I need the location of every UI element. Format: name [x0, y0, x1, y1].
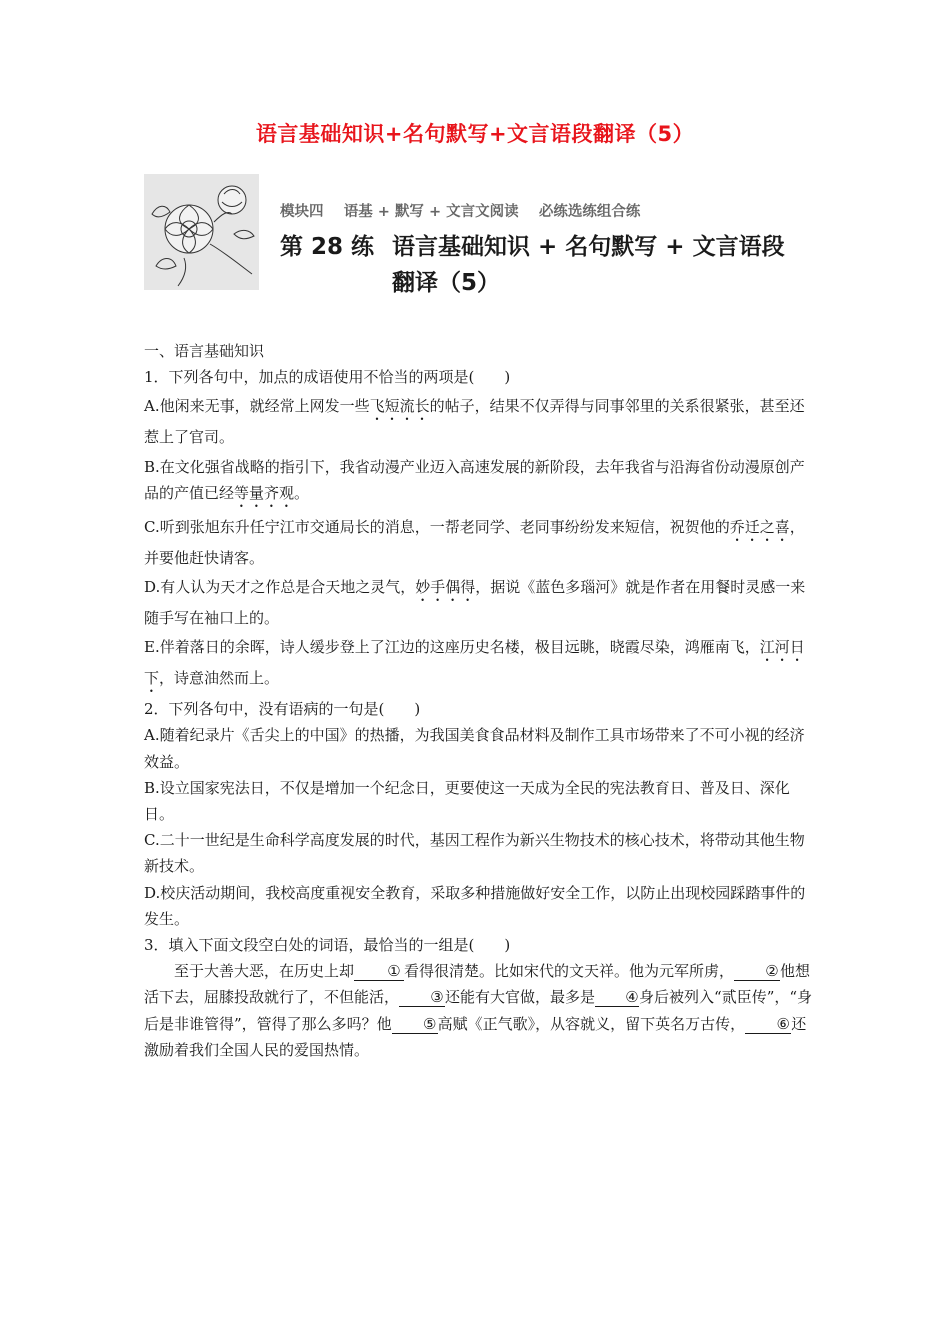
dotted-idiom: 等量齐观 — [234, 483, 295, 502]
dotted-idiom: 妙手偶得 — [415, 578, 476, 597]
peony-flower-drawing-icon — [144, 174, 259, 290]
question-2-stem: 2．下列各句中，没有语病的一句是( ) — [144, 700, 421, 719]
question-3-stem: 3．填入下面文段空白处的词语，最恰当的一组是( ) — [144, 936, 511, 955]
peony-illustration — [144, 174, 259, 290]
lesson-title-line1: 语言基础知识 + 名句默写 + 文言语段 — [392, 234, 785, 260]
q1-option-c: C.听到张旭东升任宁江市交通局长的消息，一帮老同学、老同事纷纷发来短信，祝贺他的乔迁之喜，并要他赶快请客。 — [144, 517, 805, 567]
q2-option-a: A.随着纪录片《舌尖上的中国》的热播，为我国美食食品材料及制作工具市场带来了不可小视的经济效益。 — [144, 726, 805, 771]
q2-option-d: D.校庆活动期间，我校高度重视安全教育，采取多种措施做好安全工作，以防止出现校园踩踏事件的发生。 — [144, 883, 806, 928]
q1-option-e: E.伴着落日的余晖，诗人缓步登上了江边的这座历史名楼，极目远眺，晓霞尽染，鸿雁南飞，江河日下，诗意油然而上。 — [144, 638, 805, 688]
blank-2: ② — [734, 962, 780, 981]
blank-5: ⑤ — [392, 1015, 438, 1034]
lesson-title-line2: 翻译（5） — [392, 270, 501, 296]
q2-option-c: C.二十一世纪是生命科学高度发展的时代，基因工程作为新兴生物技术的核心技术，将带动其他生物新技术。 — [144, 831, 805, 876]
dotted-idiom: 飞短流长 — [369, 397, 430, 416]
blank-6: ⑥ — [745, 1015, 791, 1034]
question-1-stem: 1．下列各句中，加点的成语使用不恰当的两项是( ) — [144, 368, 511, 387]
q1-option-b: B.在文化强省战略的指引下，我省动漫产业迈入高速发展的新阶段，去年我省与沿海省份动漫原创产品的产值已经等量齐观。 — [144, 457, 805, 502]
section-heading: 一、语言基础知识 — [144, 342, 265, 360]
q2-option-b: B.设立国家宪法日，不仅是增加一个纪念日，更要使这一天成为全民的宪法教育日、普及日、深化日。 — [144, 778, 790, 824]
blank-4: ④ — [595, 988, 639, 1007]
page-title: 语言基础知识+名句默写+文言语段翻译（5） — [255, 122, 695, 146]
blank-1: ① — [354, 962, 404, 981]
lesson-title — [280, 229, 800, 301]
q1-option-d: D.有人认为天才之作总是合天地之灵气，妙手偶得，据说《蓝色多瑙河》就是作者在用餐时灵感一来随手写在袖口上的。 — [144, 578, 806, 628]
blank-3: ③ — [399, 988, 445, 1007]
dotted-idiom: 乔迁之喜 — [729, 517, 790, 536]
lesson-number: 第 28 练 — [280, 234, 375, 260]
exercise-content — [144, 338, 819, 1063]
q3-passage: 至于大善大恶，在历史上却 ① 看得很清楚。比如宋代的文天祥。他为元军所虏， ②他想活下去，屈膝投敌就行了，不但能活， ③还能有大官做，最多是 ④身后被列入“贰臣传”，“身后是非谁管得”，管得了那么多吗？他 ⑤高赋《正气歌》，从容就义，留下英名万古传， ⑥还激励着我们全国人民的爱国热情。 — [144, 962, 813, 1059]
module-line: 模块四 语基 + 默写 + 文言文阅读 必练选练组合练 — [280, 204, 641, 220]
dotted-idiom: 江河日下 — [144, 638, 805, 688]
q1-option-a: A.他闲来无事，就经常上网发一些飞短流长的帖子，结果不仅弄得与同事邻里的关系很紧张，甚至还惹上了官司。 — [144, 397, 805, 447]
